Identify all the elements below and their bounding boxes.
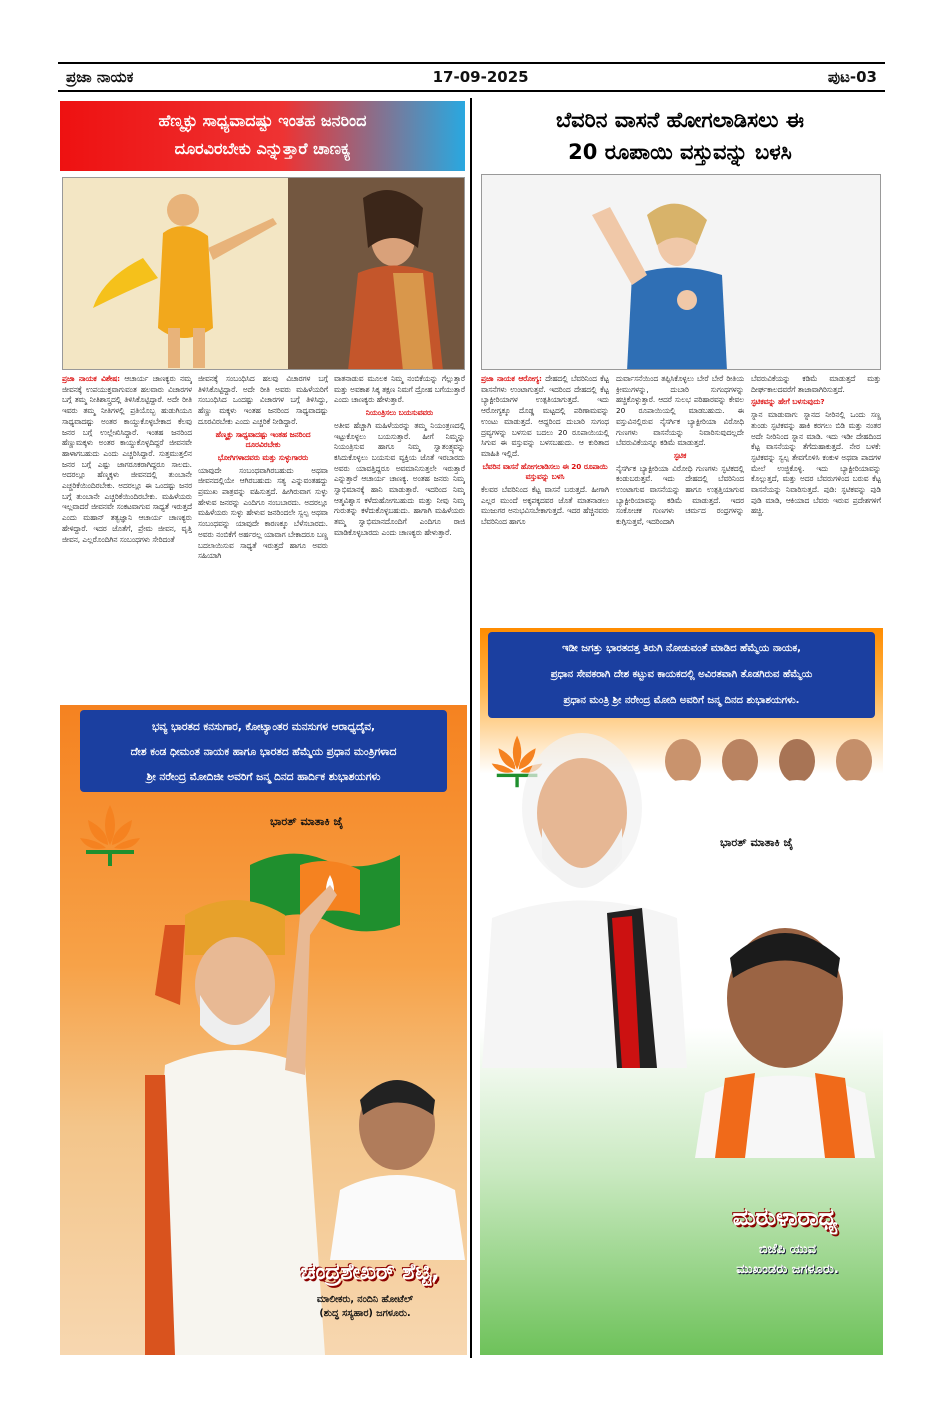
headline-line-1: ಬೆವರಿನ ವಾಸನೆ ಹೋಗಲಾಡಿಸಲು ಈ xyxy=(555,108,805,132)
slogan: ಭಾರತ್ ಮಾತಾಕಿ ಜೈ xyxy=(720,836,794,849)
ad-line: ಶ್ರೀ ನರೇಂದ್ರ ಮೋದಿಜೀ ಅವರಿಗೆ ಜನ್ಮ ದಿನದ ಹಾರ್ದಿಕ ಶುಭಾಶಯಗಳು xyxy=(146,771,381,783)
sponsor-name: ಮರುಳಾರಾಧ್ಯ xyxy=(732,1203,838,1231)
chanakya-photo xyxy=(62,177,465,370)
lotus-logo-icon xyxy=(78,800,143,870)
sponsor-portrait xyxy=(325,1060,467,1260)
story-right-headline xyxy=(480,101,880,171)
story-left-col-2 xyxy=(198,374,328,702)
leader-portrait xyxy=(482,718,687,1068)
headline-line-2: 20 ರೂಪಾಯಿ ವಸ್ತುವನ್ನು ಬಳಸಿ xyxy=(568,140,792,164)
column-divider xyxy=(470,98,472,1358)
ad-line: ಪ್ರಧಾನ ಮಂತ್ರಿ ಶ್ರೀ ನರೇಂದ್ರ ಮೋದಿ ಅವರಿಗೆ ಜನ್ಮ ದಿನದ ಶುಭಾಶಯಗಳು. xyxy=(563,695,800,706)
byline: ಪ್ರಜಾ ನಾಯಕ ಆರೋಗ್ಯ: xyxy=(481,374,542,383)
article-text: ನೈಸರ್ಗಿಕ ಬ್ಯಾಕ್ಟೀರಿಯಾ ವಿರೋಧಿ ಗುಣಗಳು ಸ್ಫಟಿಕದಲ್ಲಿ ಕಂಡುಬರುತ್ತವೆ. ಇದು ದೇಹದಲ್ಲಿ ಬೆವರಿನಿಂದ ಉಂಟಾಗುವ ವಾಸನೆಯನ್ನು ಹಾಗೂ ಉತ್ಪತ್ತಿಯಾಗುವ ಬ್ಯಾಕ್ಟೀರಿಯಾವನ್ನು ಕಡಿಮೆ ಮಾಡುತ್ತದೆ. ಇದರ ಸಂಕೋಚಕ ಗುಣಗಳು ಚರ್ಮದ ರಂಧ್ರಗಳನ್ನು ಕುಗ್ಗಿಸುತ್ತವೆ, ಇದರಿಂದಾಗಿ xyxy=(616,463,744,527)
sponsor-desc xyxy=(270,1293,460,1321)
subheading: ಹೆಣ್ಮಕ್ಳು ಸಾಧ್ಯವಾದಷ್ಟು ಇಂತಹ ಜನರಿಂದ ದೂರವಿರಬೇಕು xyxy=(215,429,311,450)
article-text: ಯಾವುದೇ ಸಂಬಂಧವಾಗಿರಬಹುದು ಅಥವಾ ಜೀವನದಲ್ಲಿಯೇ ಆಗಿರಬಹುದು ಸತ್ಯ ಎನ್ನುವಂತಹದ್ದು ಪ್ರಮುಖ ಪಾತ್ರವನ್ನು ವಹಿಸುತ್ತದೆ. ಹೀಗಿರುವಾಗ ಸುಳ್ಳು ಹೇಳುವ ಜನರನ್ನು ಎಂದಿಗೂ ನಂಬಬಾರದು. ಅದರಲ್ಲೂ ಮಹಿಳೆಯರು ಸುಳ್ಳು ಹೇಳುವ ಜನರಿಂದಲೇ ಸ್ವಲ್ಪ ಅಥವಾ ಸಂಬಂಧವನ್ನು ಯಾವುದೇ ಕಾರಣಕ್ಕೂ ಬೆಳೆಸಬಾರದು. ಅವರು ನಂಬಿಕೆಗೆ ಅರ್ಹರಲ್ಲ ಯಾವಾಗ ಬೇಕಾದರೂ ಬಣ್ಣ ಬದಲಾಯಿಸುವ ಸಾಧ್ಯತೆ ಇರುತ್ತದೆ ಹಾಗೂ ಅವರು ಸಹಿಯಾಗಿ xyxy=(198,465,328,561)
sweat-odor-photo xyxy=(481,174,881,370)
subheading: ಭೋಗಿಗಳಾದವರು ಮತ್ತು ಸುಳ್ಳುಗಾರರು xyxy=(217,452,309,462)
sponsor-desc-line: (ಶುದ್ಧ ಸಸ್ಯಹಾರ) ಜಗಳೂರು. xyxy=(319,1308,411,1319)
article-text: ದೇಹದಲ್ಲಿ ಬೆವರಿನಿಂದ ಕೆಟ್ಟ ವಾಸನೆಗಳು ಉಂಟಾಗುತ್ತವೆ. ಇದರಿಂದ ದೇಹದಲ್ಲಿ ಕೆಟ್ಟ ಬ್ಯಾಕ್ಟೀರಿಯಾಗಳ ಉತ್ಪತಿಯಾಗುತ್ತದೆ. ಇದು ಆರೋಗ್ಯಕ್ಕೂ ದೊಡ್ಡ ಮಟ್ಟದಲ್ಲಿ ಪರಿಣಾಮವನ್ನು ಉಂಟು ಮಾಡುತ್ತದೆ. ಆದ್ದರಿಂದ ದುಬಾರಿ ಸುಗಂಧ ದ್ರವ್ಯಗಳನ್ನು ಬಳಸುವ ಬದಲು 20 ರೂಪಾಯಿಯಲ್ಲಿ ಸಿಗುವ ಈ ವಸ್ತುವನ್ನು ಬಳಸಬಹುದು. ಆ ಕುರಿತಾದ ಮಾಹಿತಿ ಇಲ್ಲಿದೆ. xyxy=(481,374,609,458)
ad-line: ಭವ್ಯ ಭಾರತದ ಕನಸುಗಾರ, ಕೋಟ್ಯಾಂತರ ಮನಸುಗಳ ಆರಾಧ್ಯದೈವ, xyxy=(151,721,376,733)
ad-line: ಇಡೀ ಜಗತ್ತು ಭಾರತದತ್ತ ತಿರುಗಿ ನೋಡುವಂತೆ ಮಾಡಿದ ಹೆಮ್ಮೆಯ ನಾಯಕ, xyxy=(562,643,801,654)
sponsor-desc-line: ಮುಖಂಡರು ಜಗಳೂರು. xyxy=(736,1262,839,1277)
ad-greeting xyxy=(80,715,447,790)
article-text: ಜೀವನಕ್ಕೆ ಸಂಬಂಧಿಸಿದ ಹಲವು ವಿಚಾರಗಳ ಬಗ್ಗೆ ತಿಳಿಸಿಕೊಟ್ಟಿದ್ದಾರೆ. ಅದೇ ರೀತಿ ಅವರು ಮಹಿಳೆಯರಿಗೆ ಸಂಬಂಧಿಸಿದ ಒಂದಷ್ಟು ವಿಚಾರಗಳ ಬಗ್ಗೆ ತಿಳಿಸಿದ್ದು, ಹೆಣ್ಣು ಮಕ್ಕಳು ಇಂತಹ ಜನರಿಂದ ಸಾಧ್ಯವಾದಷ್ಟು ದೂರವಿರಬೇಕು ಎಂದು ಎಚ್ಚರಿಕೆ ನೀಡಿದ್ದಾರೆ. xyxy=(198,374,328,426)
article-text: ಬೆವರುವಿಕೆಯನ್ನು ಕಡಿಮೆ ಮಾಡುತ್ತದೆ ಮತ್ತು ದೀರ್ಘಕಾಲದವರೆಗೆ ತಾಜಾವಾಗಿರಿಸುತ್ತದೆ. xyxy=(751,374,881,394)
subheading: ನಿಯಂತ್ರಿಸಲು ಬಯಸುವವರು xyxy=(365,408,434,418)
headline-line-2: ದೂರವಿರಬೇಕು ಎನ್ನುತ್ತಾರೆ ಚಾಣಕ್ಯ xyxy=(174,139,351,158)
article-text: ಅತೀವ ಹೆಚ್ಚಾಗಿ ಮಹಿಳೆಯರನ್ನು ತಮ್ಮ ನಿಯಂತ್ರಣದಲ್ಲಿ ಇಟ್ಟುಕೊಳ್ಳಲು ಬಯಸುತ್ತಾರೆ. ಹೀಗೆ ನಿಮ್ಮನ್ನು ನಿಯಂತ್ರಿಸುವ ಹಾಗೂ ನಿಮ್ಮ ಸ್ವಾತಂತ್ರ್ಯವನ್ನು ಕಸಿದುಕೊಳ್ಳಲು ಬಯಸುವ ವ್ಯಕ್ತಿಯ ಜೊತೆ ಇರಬಾರದು ಅವರು ಯಾವತ್ತಿದ್ದರೂ ಅವಮಾನಿಸುತ್ತಲೇ ಇರುತ್ತಾರೆ ಎನ್ನುತ್ತಾರೆ ಆಚಾರ್ಯ ಚಾಣಕ್ಯ. ಅಂತಹ ಜನರು ನಿಮ್ಮ ಸ್ವಾಭಿಮಾನಕ್ಕೆ ಹಾನಿ ಮಾಡುತ್ತಾರೆ. ಇದರಿಂದ ನಿಮ್ಮ ಆತ್ಮವಿಶ್ವಾಸ ಕಳೆದುಹೋಗಬಹುದು ಮತ್ತು ನೀವು ನಿಮ್ಮ ಗುರುತನ್ನು ಕಳೆದುಕೊಳ್ಳಬಹುದು. ಹಾಗಾಗಿ ಮಹಿಳೆಯರು ತಮ್ಮ ಸ್ವಾಭಿಮಾನದೊಂದಿಗೆ ಎಂದಿಗೂ ರಾಜಿ ಮಾಡಿಕೊಳ್ಳಬಾರದು ಎಂದು ಚಾಣಕ್ಯರು ಹೇಳುತ್ತಾರೆ. xyxy=(334,420,465,537)
paper-name: ಪ್ರಜಾ ನಾಯಕ xyxy=(66,68,134,86)
headline-line-1: ಹೆಣ್ಮಕ್ಳು ಸಾಧ್ಯವಾದಷ್ಟು ಇಂತಹ ಜನರಿಂದ xyxy=(158,111,367,130)
story-left-col-3 xyxy=(334,374,465,702)
birthday-ad-right xyxy=(480,628,883,1355)
article-text: ದುರ್ವಾಸನೆಯಿಂದ ತಪ್ಪಿಸಿಕೊಳ್ಳಲು ಬೇರೆ ಬೇರೆ ರೀತಿಯ ಕ್ರೀಮುಗಳನ್ನು, ದುಬಾರಿ ಸುಗಂಧಗಳನ್ನು ಹಚ್ಚಿಕೊಳ್ಳುತ್ತಾರೆ. ಆದರೆ ಸುಲಭ ಪರಿಹಾರವನ್ನು ಕೇವಲ 20 ರೂಪಾಯಿಯಲ್ಲಿ ಮಾಡಬಹುದು. ಈ ವಸ್ತುವಿನಲ್ಲಿರುವ ನೈಸರ್ಗಿಕ ಬ್ಯಾಕ್ಟೀರಿಯಾ ವಿರೋಧಿ ಗುಣಗಳು ವಾಸನೆಯನ್ನು ನಿವಾರಿಸುವುದಲ್ಲದೇ ಬೆವರುವಿಕೆಯನ್ನೂ ಕಡಿಮೆ ಮಾಡುತ್ತದೆ. xyxy=(616,374,744,448)
story-right-col-1 xyxy=(481,374,609,624)
article-text: ಕೆಲವರ ಬೆವರಿನಿಂದ ಕೆಟ್ಟ ವಾಸನೆ ಬರುತ್ತದೆ. ಹೀಗಾಗಿ ಎಲ್ಲರ ಮುಂದೆ ಅಕ್ಕಪಕ್ಕದವರ ಜೊತೆ ಮಾತನಾಡಲು ಮುಜುಗರ ಅನುಭವಿಸಬೇಕಾಗುತ್ತದೆ. ಇದರ ಹೆಚ್ಚಿನವರು ಬೆವರಿನಿಂದ ಹಾಗೂ xyxy=(481,485,609,527)
article-text: ವಾತನಾಡುವ ಮೂಲಕ ನಿಮ್ಮ ನಂಬಿಕೆಯನ್ನು ಗೆಲ್ಲುತ್ತಾರೆ ಮತ್ತು ಅವಕಾಶ ಸಿಕ್ಕ ತಕ್ಷಣ ನಿಮಗೆ ದ್ರೋಹ ಬಗೆಯುತ್ತಾರೆ ಎಂದು ಚಾಣಕ್ಯರು ಹೇಳುತ್ತಾರೆ. xyxy=(334,374,465,405)
page-header xyxy=(58,62,885,92)
story-right-col-3 xyxy=(751,374,881,624)
sponsor-desc-line: ಮಾಲೀಕರು, ನಂದಿನಿ ಹೋಟೆಲ್ xyxy=(316,1294,414,1305)
story-right-col-2 xyxy=(616,374,744,624)
birthday-ad-left xyxy=(60,705,467,1355)
story-left-headline xyxy=(60,101,465,171)
ad-greeting xyxy=(488,636,875,714)
article-text: ಆಚಾರ್ಯ ಚಾಣಕ್ಯರು ನಮ್ಮ ಜೀವನಕ್ಕೆ ಉಪಯುಕ್ತವಾಗುವಂತ ಹಲವಾರು ವಿಚಾರಗಳ ಬಗ್ಗೆ ತಮ್ಮ ನೀತಿಶಾಸ್ತ್ರದಲ್ಲಿ ತಿಳಿಸಿಕೊಟ್ಟಿದ್ದಾರೆ. ಅದೇ ರೀತಿ ಇವರು ತಮ್ಮ ನೀತಿಗಳಲ್ಲಿ ಪ್ರತಿಯೊಬ್ಬ ಹುಡುಗಿಯೂ ಸಾಧ್ಯವಾದಷ್ಟು ಅಂತರ ಕಾಯ್ದುಕೊಳ್ಳಬೇಕಾದ ಕೆಲವು ಜನರ ಬಗ್ಗೆ ಉಲ್ಲೇಖಿಸಿದ್ದಾರೆ. ಇಂತಹ ಜನರಿಂದ ಹೆಣ್ಣುಮಕ್ಕಳು ಅಂತರ ಕಾಯ್ದುಕೊಳ್ಳದಿದ್ದರೆ ಜೀವನವೇ ಹಾಳಾಗಬಹುದು ಎಂದು ಎಚ್ಚರಿಸಿದ್ದಾರೆ. ಸುತ್ತಮುತ್ತಲಿನ ಜನರ ಬಗ್ಗೆ ಎಷ್ಟು ಜಾಗರೂಕರಾಗಿದ್ದರೂ ಸಾಲದು. ಅದರಲ್ಲೂ ಹೆಣ್ಮಕ್ಕಳು ಜೀವನದಲ್ಲಿ ತುಂಬಾನೇ ಎಚ್ಚರಿಕೆಯಿಂದಿರಬೇಕು. ಅದರಲ್ಲೂ ಈ ಒಂದಷ್ಟು ಜನರ ಬಗ್ಗೆ ತುಂಬಾನೇ ಎಚ್ಚರಿಕೆಯಿಂದಿರಬೇಕು. ಮಹಿಳೆಯರು ಇಲ್ಲವಾದರೆ ಜೀವನವೇ ಸಂಕಟವಾಗುವ ಸಾಧ್ಯತೆ ಇರುತ್ತದೆ ಎಂದು ಮಹಾನ್ ತತ್ವಜ್ಞಾನಿ ಆಚಾರ್ಯ ಚಾಣಕ್ಯರು ಹೇಳಿದ್ದಾರೆ. ಇದರ ಜೊತೆಗೆ, ಪ್ರೇಮ ಜೀವನ, ವೃತ್ತಿ ಜೀವನ, ಎಲ್ಲರೊಂದಿಗಿನ ಸಂಬಂಧಗಳು ಸೇರಿದಂತೆ xyxy=(62,374,192,544)
leader-thumbnails xyxy=(655,733,880,798)
subheading: ಸ್ಫಟಿಕ xyxy=(673,450,687,460)
ad-line: ದೇಶ ಕಂಡ ಧೀಮಂತ ನಾಯಕ ಹಾಗೂ ಭಾರತದ ಹೆಮ್ಮೆಯ ಪ್ರಧಾನ ಮಂತ್ರಿಗಳಾದ xyxy=(130,746,397,758)
sponsor-portrait xyxy=(685,898,880,1158)
issue-date: 17-09-2025 xyxy=(432,68,529,86)
subheading: ಬೆವರಿನ ವಾಸನೆ ಹೋಗಲಾಡಿಸಲು ಈ 20 ರೂಪಾಯಿ ವಸ್ತುವನ್ನು ಬಳಸಿ xyxy=(482,461,608,482)
sponsor-name: ಚಂದ್ರಶೇಖರ್ ಶೆಟ್ಟಿ, xyxy=(300,1260,440,1285)
slogan: ಭಾರತ್ ಮಾತಾಕಿ ಜೈ xyxy=(270,815,344,828)
story-left-col-1 xyxy=(62,374,192,702)
byline: ಪ್ರಜಾ ನಾಯಕ ವಿಶೇಷ: xyxy=(62,374,121,383)
ad-line: ಪ್ರಧಾನ ಸೇವಕರಾಗಿ ದೇಶ ಕಟ್ಟುವ ಕಾಯಕದಲ್ಲಿ ಅವಿರತವಾಗಿ ತೊಡಗಿರುವ ಹೆಮ್ಮೆಯ xyxy=(550,669,813,680)
article-text: ಸ್ನಾನ ಮಾಡುವಾಗ: ಸ್ನಾನದ ನೀರಿನಲ್ಲಿ ಒಂದು ಸಣ್ಣ ತುಂಡು ಸ್ಫಟಿಕವನ್ನು ಹಾಕಿ ಕರಗಲು ಬಿಡಿ ಮತ್ತು ನಂತರ ಅದೇ ನೀರಿನಿಂದ ಸ್ನಾನ ಮಾಡಿ. ಇದು ಇಡೀ ದೇಹದಿಂದ ಕೆಟ್ಟ ವಾಸನೆಯನ್ನು ತೆಗೆದುಹಾಕುತ್ತದೆ. ನೇರ ಬಳಕೆ: ಸ್ಫಟಿಕವನ್ನು ಸ್ವಲ್ಪ ತೇವಗೊಳಿಸಿ ಕಂಕುಳ ಅಥವಾ ಪಾದಗಳ ಮೇಲೆ ಉಜ್ಜಿಕೊಳ್ಳಿ. ಇದು ಬ್ಯಾಕ್ಟೀರಿಯಾವನ್ನು ಕೊಲ್ಲುತ್ತದೆ, ಮತ್ತು ಅದರ ಬೆವರುಗಳಿಂದ ಬರುವ ಕೆಟ್ಟ ವಾಸನೆಯನ್ನು ನಿವಾರಿಸುತ್ತದೆ. ಪುಡಿ: ಸ್ಫಟಿಕವನ್ನು ಪುಡಿ ಪುಡಿ ಮಾಡಿ, ಆಕಿಯಾದ ಬೆವರು ಇರುವ ಪ್ರದೇಶಗಳಿಗೆ ಹಚ್ಚಿ. xyxy=(751,410,881,516)
sponsor-desc xyxy=(695,1240,880,1280)
page-number: ಪುಟ-03 xyxy=(827,68,877,86)
subheading: ಸ್ಫಟಿಕವನ್ನು ಹೇಗೆ ಬಳಸುವುದು? xyxy=(751,397,825,407)
sponsor-desc-line: ಬಿಜೆಪಿ ಯುವ xyxy=(758,1242,817,1257)
